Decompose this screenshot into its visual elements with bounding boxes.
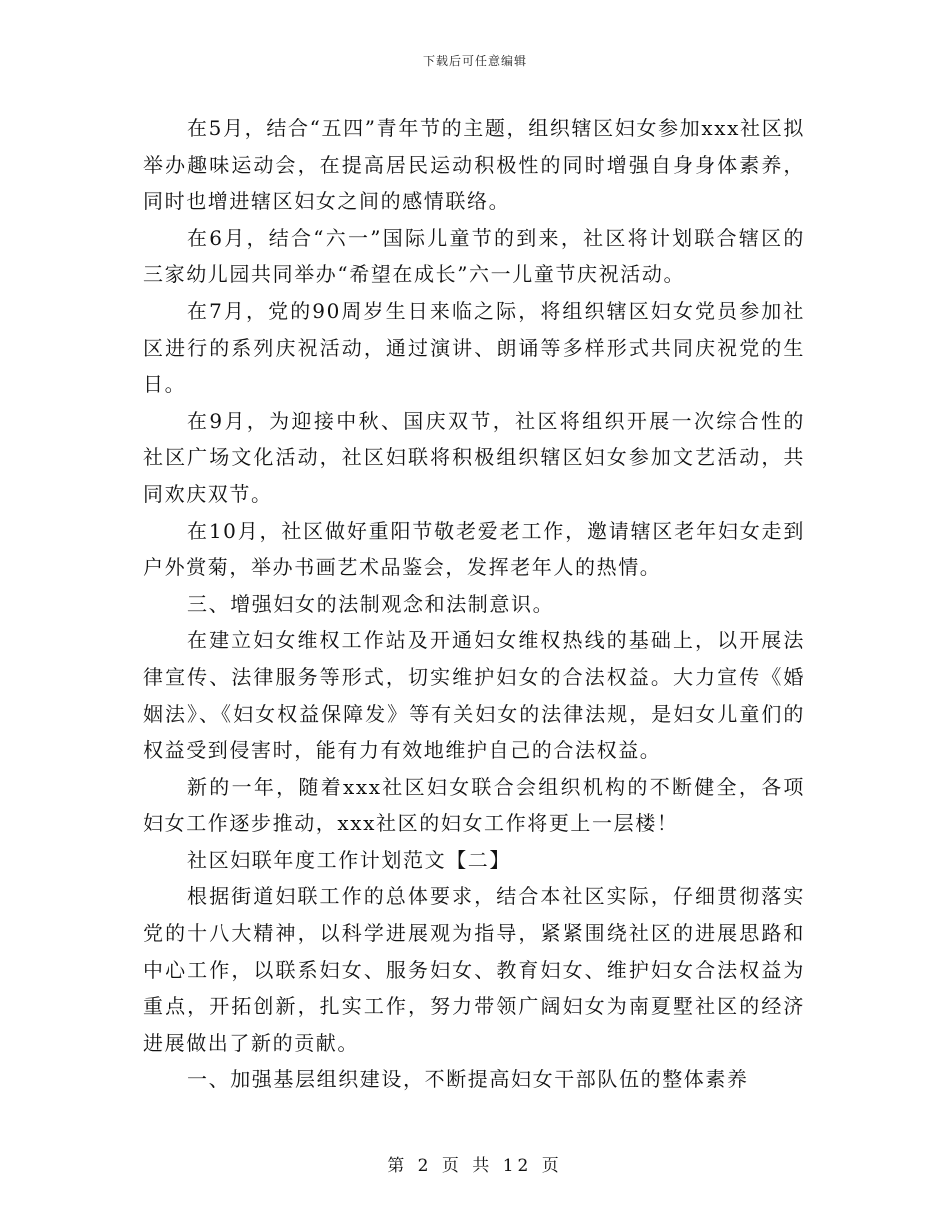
document-body (143, 110, 805, 1098)
section-heading-legal-awareness: 三、增强妇女的法制观念和法制意识。 (187, 591, 555, 616)
paragraph-june-activity: 在6月，结合“六一”国际儿童节的到来，社区将计划联合辖区的三家幼儿园共同举办“希望在成长”六一儿童节庆祝活动。 (143, 225, 805, 287)
paragraph-september-activity: 在9月，为迎接中秋、国庆双节，社区将组织开展一次综合性的社区广场文化活动，社区妇联将积极组织辖区妇女参加文艺活动，共同欢庆双节。 (143, 408, 805, 506)
paragraph-july-activity: 在7月，党的90周岁生日来临之际，将组织辖区妇女党员参加社区进行的系列庆祝活动，通过演讲、朗诵等多样形式共同庆祝党的生日。 (143, 298, 805, 397)
page-number: 第 2 页 共 12 页 (387, 1156, 563, 1176)
paragraph-october-activity: 在10月，社区做好重阳节敬老爱老工作，邀请辖区老年妇女走到户外赏菊，举办书画艺术品鉴会，发挥老年人的热情。 (143, 518, 805, 580)
paragraph-new-year: 新的一年，随着xxx社区妇女联合会组织机构的不断健全，各项妇女工作逐步推动，xxx社区的妇女工作将更上一层楼！ (143, 774, 805, 836)
section-title-plan-two: 社区妇联年度工作计划范文【二】 (187, 847, 511, 872)
paragraph-plan-intro: 根据街道妇联工作的总体要求，结合本社区实际，仔细贯彻落实党的十八大精神，以科学进展观为指导，紧紧围绕社区的进展思路和中心工作，以联系妇女、服务妇女、教育妇女、维护妇女合法权益为重点，开拓创新，扎实工作，努力带领广阔妇女为南夏墅社区的经济进展做出了新的贡献。 (143, 884, 805, 1055)
paragraph-may-activity: 在5月，结合“五四”青年节的主题，组织辖区妇女参加xxx社区拟举办趣味运动会，在提高居民运动积极性的同时增强自身身体素养，同时也增进辖区妇女之间的感情联络。 (143, 116, 805, 214)
section-heading-organization: 一、加强基层组织建设，不断提高妇女干部队伍的整体素养 (187, 1067, 749, 1092)
page-header: 下载后可任意编辑 (422, 54, 527, 68)
paragraph-legal-rights: 在建立妇女维权工作站及开通妇女维权热线的基础上，以开展法律宣传、法律服务等形式，切实维护妇女的合法权益。大力宣传《婚姻法》、《妇女权益保障发》等有关妇女的法律法规，是妇女儿童们的权益受到侵害时，能有力有效地维护自己的合法权益。 (143, 628, 805, 763)
